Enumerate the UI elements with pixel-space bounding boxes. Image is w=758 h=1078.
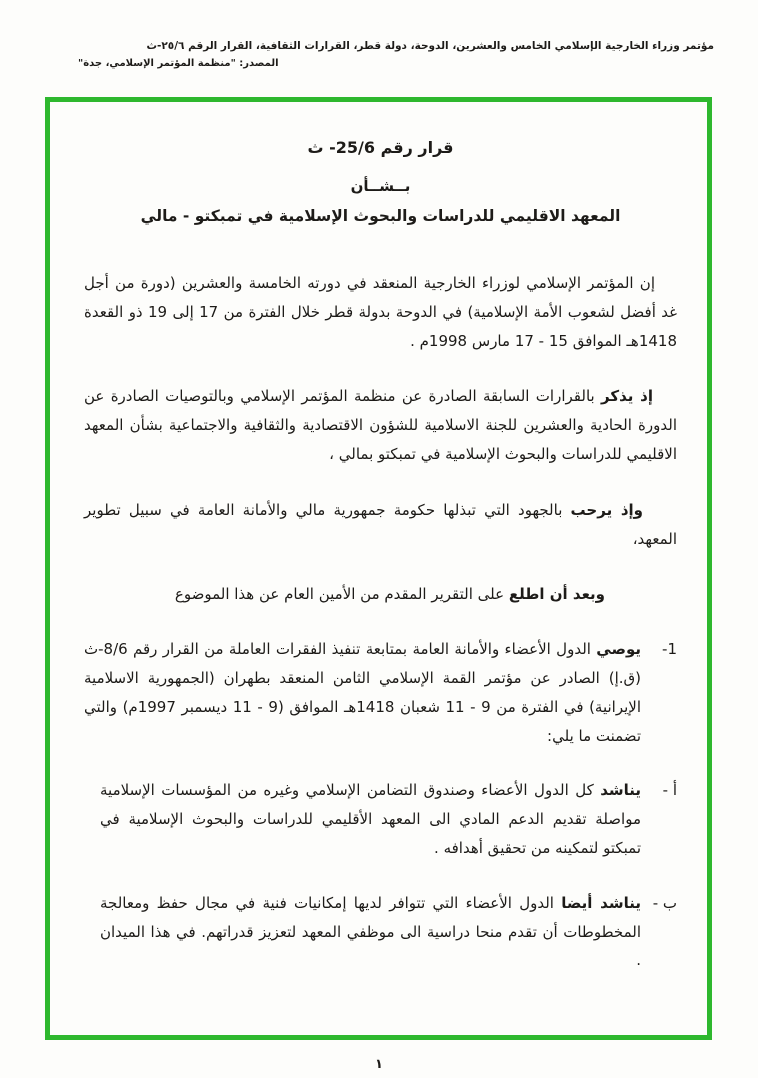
resolution-subject: المعهد الاقليمي للدراسات والبحوث الإسلامية في تمبكتو - مالي: [140, 207, 621, 225]
recalls-lead: إذ يذكر: [601, 387, 653, 406]
page-number: ١: [375, 1057, 383, 1072]
item-b-lead: يناشد أيضا: [561, 893, 641, 912]
citation-line-1: مؤتمر وزراء الخارجية الإسلامي الخامس والعشرين، الدوحة، دولة قطر، القرارات الثقافية، القرار الرقم ٢٥/٦-ث: [146, 40, 714, 52]
item-a-marker: أ -: [662, 781, 677, 800]
resolution-subtitle: بــشــأن: [350, 177, 411, 195]
item-1-lead: يوصي: [596, 640, 641, 659]
sub-item-a: [84, 776, 677, 862]
having-reviewed-text: على التقرير المقدم من الأمين العام عن هذا الموضوع: [174, 585, 509, 604]
item-b-body: [84, 889, 641, 975]
item-b-text: الدول الأعضاء التي تتوافر لديها إمكانيات فنية في مجال حفظ ومعالجة المخطوطات أن تقدم منحا دراسية الى موظفي المعهد لتعزيز قدراتهم. في هذا الميدان .: [100, 893, 641, 970]
recalls-paragraph: [84, 382, 677, 468]
welcomes-paragraph: [84, 496, 677, 554]
welcomes-lead: وإذ يرحب: [570, 500, 643, 519]
citation-header: [78, 40, 714, 69]
operative-paragraph-1: [84, 635, 677, 750]
welcomes-text: بالجهود التي تبذلها حكومة جمهورية مالي والأمانة العامة في سبيل تطوير المعهد،: [84, 500, 677, 548]
resolution-frame: [45, 97, 712, 1040]
having-reviewed-paragraph: [84, 580, 677, 609]
recalls-text: بالقرارات السابقة الصادرة عن منظمة المؤتمر الإسلامي وبالتوصيات الصادرة عن الدورة الحادية والعشرين للجنة الاسلامية للشؤون الاقتصادية والثقافية والاجتماعية بشأن المعهد الاقليمي للدراسات والبحوث الإسلامية في تمبكتو بمالي ،: [84, 387, 677, 463]
resolution-number-title: قرار رقم 25/6- ث: [307, 138, 454, 157]
sub-item-b: [84, 889, 677, 975]
item-b-marker: ب -: [652, 893, 677, 912]
item-a-body: [84, 776, 641, 862]
item-1-body: [84, 635, 641, 750]
item-1-marker: 1-: [662, 640, 677, 659]
citation-line-2: المصدر: "منظمة المؤتمر الإسلامي، جدة": [78, 58, 279, 69]
item-1-text: الدول الأعضاء والأمانة العامة بمتابعة تنفيذ الفقرات العاملة من القرار رقم 8/6-ث (ق.إ) الصادر عن مؤتمر القمة الإسلامي الثامن المنعقد بطهران (الجمهورية الاسلامية الإيرانية) في الفترة من 9 - 11 شعبان 1418هـ الموافق (9 - 11 ديسمبر 1997م) والتي تضمنت ما يلي:: [84, 640, 642, 745]
item-a-text: كل الدول الأعضاء وصندوق التضامن الإسلامي وغيره من المؤسسات الإسلامية مواصلة تقديم الدعم المادي الى المعهد الأقليمي للدراسات والبحوث الإسلامية في تمبكتو لتمكينه من تحقيق أهدافه .: [100, 781, 641, 857]
item-a-lead: يناشد: [600, 781, 641, 800]
page-footer: [0, 1057, 758, 1072]
preamble-paragraph: إن المؤتمر الإسلامي لوزراء الخارجية المنعقد في دورته الخامسة والعشرين (دورة من أجل غد أفضل لشعوب الأمة الإسلامية) في الدوحة بدولة قطر خلال الفترة من 17 إلى 19 ذو القعدة 1418هـ الموافق 15 - 17 مارس 1998م .: [84, 274, 677, 350]
having-reviewed-lead: وبعد أن اطلع: [508, 585, 605, 604]
